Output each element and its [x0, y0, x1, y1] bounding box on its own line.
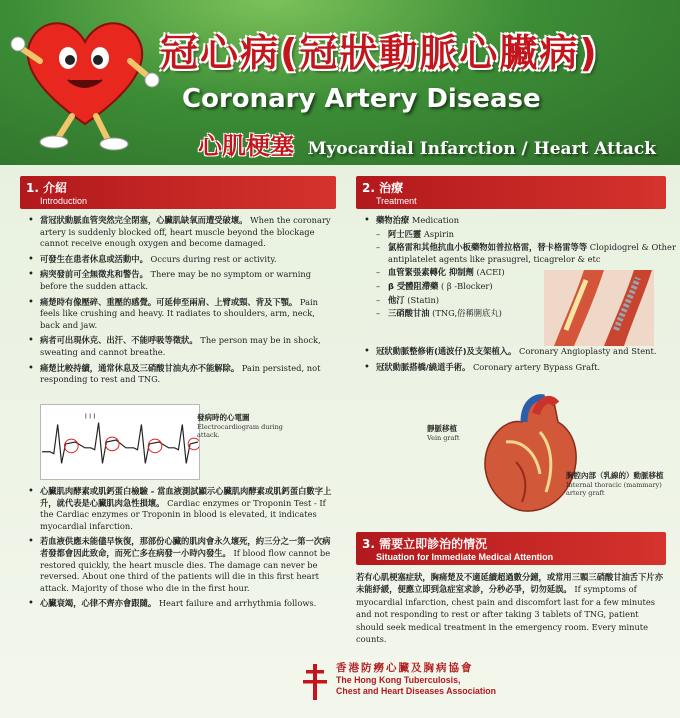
heart-bypass-image [466, 392, 586, 520]
section-1-title-en: Introduction [40, 196, 88, 206]
ecg-caption-zh: 發病時的心電圖 [197, 413, 250, 422]
section-1-title-zh: 1. 介紹 [26, 181, 68, 195]
ecg-lead-label: I I I [84, 412, 96, 421]
artery-stent-image [544, 270, 654, 346]
ecg-caption-en: Electrocardiogram during attack. [197, 423, 283, 439]
section-3-heading [356, 532, 666, 565]
section-2-title-en: Treatment [376, 196, 417, 206]
subtitle-en: Myocardial Infarction / Heart Attack [307, 139, 657, 159]
vein-graft-en: Vein graft [427, 434, 460, 442]
section-treatment-cont [356, 346, 666, 377]
intro-list [20, 215, 336, 386]
organization-name [336, 660, 496, 697]
drug-item: – 三硝酸甘油 (TNG,俗稱脷底丸) [376, 308, 546, 320]
list-item: • 痛楚時有像壓碎、重壓的感覺。可延伸至兩肩、上臂或頸、背及下顎。 Pain feels like crushing and heavy. It radiates to shoulders, arm, neck, back and jaw. [28, 297, 336, 332]
intro-list-2 [20, 486, 336, 610]
org-name-zh: 香港防癆心臟及胸病協會 [336, 662, 474, 674]
vein-graft-label [427, 423, 459, 442]
list-item: • 病者可出現休克、出汗、不能呼吸等徵狀。 The person may be in shock, sweating and cannot breathe. [28, 335, 336, 358]
ecg-caption [197, 412, 307, 439]
page-title-en: Coronary Artery Disease [182, 84, 541, 114]
page-title-zh: 冠心病(冠狀動脈心臟病) [160, 31, 599, 75]
artery-graft-label [566, 470, 671, 497]
list-item: • 心臟衰竭，心律不齊亦會跟隨。 Heart failure and arrhythmia follows. [28, 598, 336, 610]
list-item: • 痛楚比較持續，通常休息及三硝酸甘油丸亦不能解除。 Pain persisted, not responding to rest and TNG. [28, 363, 336, 386]
page-subtitle [198, 126, 656, 161]
section-2-title-zh: 2. 治療 [362, 181, 404, 195]
list-item: • 病突發前可全無徵兆和警告。 There may be no symptom or warning before the sudden attack. [28, 269, 336, 292]
list-item: • 心臟肌肉酵素或肌鈣蛋白檢驗 - 當血液測試顯示心臟肌肉酵素或肌鈣蛋白數字上升，就代表是心臟肌肉急性損壞。 Cardiac enzymes or Troponin Test - If the Cardiac enzymes or Troponin in blood is elevated, it indicates myocardial infarction. [28, 486, 336, 532]
org-name-en-1: The Hong Kong Tuberculosis, [336, 675, 461, 685]
section-immediate-attention [356, 532, 666, 645]
list-item-medication: • 藥物治療 Medication – 阿士匹靈 Aspirin – 氯格雷和其他抗血小板藥物如普拉格雷，替卡格雷等等 Clopidogrel & Other antiplatelet agents like prasugrel, ticagrelor & etc – 血管緊張素轉化 抑制劑 (ACEI) – β 受體阻滯藥 ( β -Blocker) – 他汀 (Statin) – 三硝酸甘油 (TNG,俗稱脷底丸) [364, 215, 666, 320]
ecg-chart [40, 404, 200, 480]
list-item: • 若血液供應未能儘早恢復，那部份心臟的肌肉會永久壞死，約三分之一第一次病者發都會因此致命，而死亡多在病發一小時內發生。 If blood flow cannot be restored quickly, the heart muscle dies. The damage can never be reversed. About one third of the patients will die in this first heart attack. Majority of those who die in the first hour. [28, 536, 336, 594]
section-3-title-zh: 3. 需要立即診治的情況 [362, 537, 488, 551]
drug-item: – 氯格雷和其他抗血小板藥物如普拉格雷，替卡格雷等等 Clopidogrel & Other antiplatelet agents like prasugrel, ticagrelor & etc [376, 242, 676, 265]
section-3-title-en: Situation for Immediate Medical Attention [376, 552, 554, 562]
artery-graft-en: Internal thoracic (mammary) artery graft [566, 481, 662, 497]
list-item: • 當冠狀動脈血管突然完全閉塞，心臟肌缺氧而遭受破壞。 When the coronary artery is suddenly blocked off, heart muscle beyond the blockage cannot receive enough oxygen and become damaged. [28, 215, 336, 250]
heart-mascot-icon [10, 6, 160, 151]
drug-item: – 血管緊張素轉化 抑制劑 (ACEI) [376, 267, 546, 279]
list-item: • 冠狀動脈整修術(通波仔)及支架植入。 Coronary Angioplasty and Stent. [364, 346, 666, 358]
artery-graft-zh: 胸腔內部（乳線的）動脈移植 [566, 471, 664, 480]
section-2-heading [356, 176, 666, 209]
list-item: • 冠狀動脈搭橋/繞道手術。 Coronary artery Bypass Graft. [364, 362, 666, 374]
list-item: • 可發生在患者休息或活動中。 Occurs during rest or activity. [28, 254, 336, 266]
double-cross-logo-icon [300, 662, 330, 702]
drug-item: – 他汀 (Statin) [376, 295, 546, 307]
subtitle-zh: 心肌梗塞 [198, 132, 294, 160]
section-3-body: 若有心肌梗塞症狀，胸痛楚及不適延續超過數分鐘，或常用三顆三硝酸甘油舌下片亦未能紓緩，便應立即到急症室求診，分秒必爭，切勿延誤。 If symptoms of myocardial infarction, chest pain and discomfort last for a few minutes and not responding to rest or after taking 3 tablets of TNG, patient should seek medical treatment in the emergency room. Every minute counts. [356, 572, 663, 645]
treatment-list-2 [356, 346, 666, 373]
drug-item: – β 受體阻滯藥 ( β -Blocker) [376, 281, 546, 293]
vein-graft-zh: 靜脈移植 [427, 424, 457, 433]
section-introduction-cont [20, 486, 336, 614]
drug-item: – 阿士匹靈 Aspirin [376, 229, 676, 241]
section-1-heading [20, 176, 336, 209]
section-introduction [20, 176, 336, 390]
org-name-en-2: Chest and Heart Diseases Association [336, 686, 497, 696]
